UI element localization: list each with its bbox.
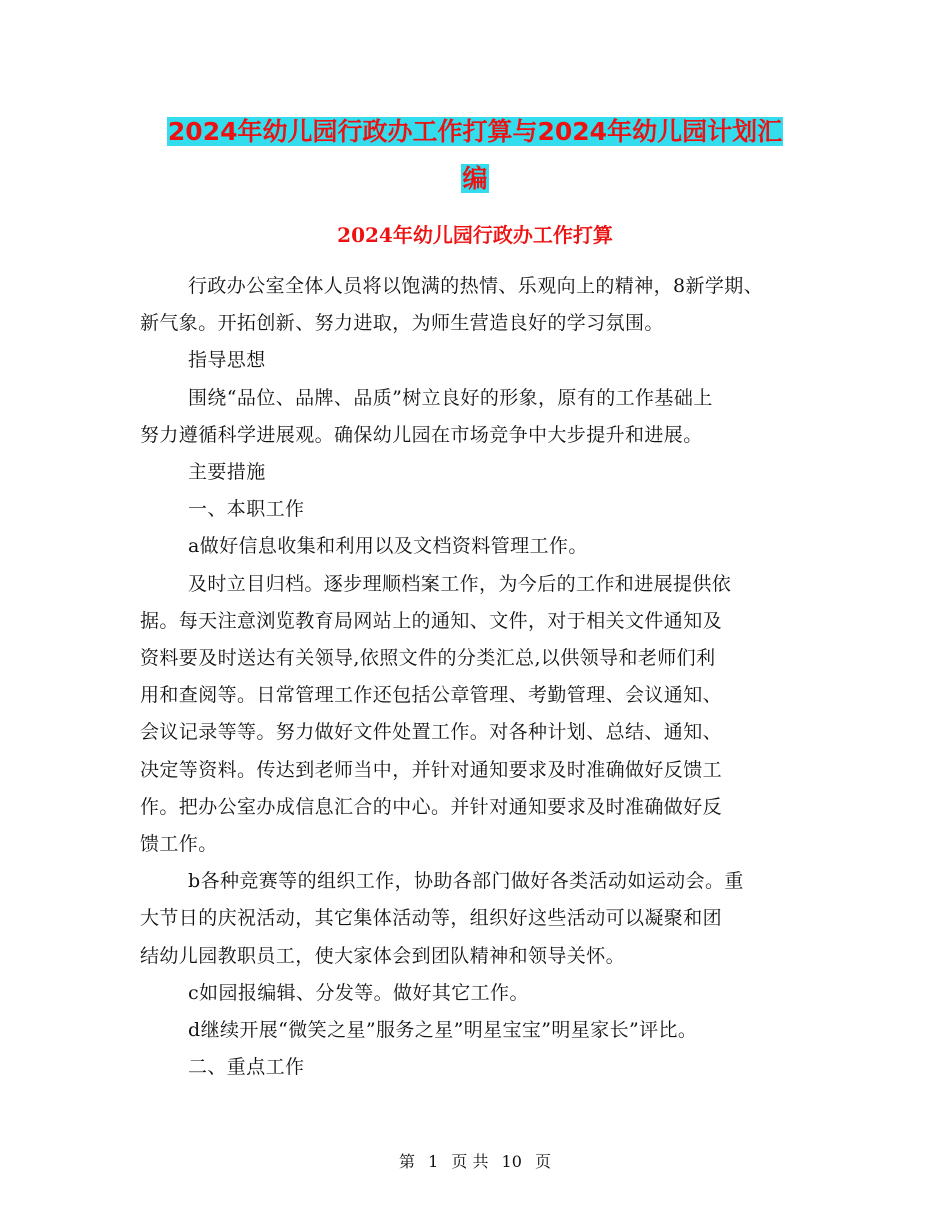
section-title: 2024年幼儿园行政办工作打算 xyxy=(337,223,613,247)
body-line: 行政办公室全体人员将以饱满的热情、乐观向上的精神，8新学期、 xyxy=(188,275,764,297)
body-line: 决定等资料。传达到老师当中，并针对通知要求及时准确做好反馈工 xyxy=(140,758,723,781)
footer-suffix: 页 xyxy=(535,1152,552,1171)
body-line: 一、本职工作 xyxy=(188,498,305,521)
body-line: 用和查阅等。日常管理工作还包括公章管理、考勤管理、会议通知、 xyxy=(140,684,723,707)
body-line: 作。把办公室办成信息汇合的中心。并针对通知要求及时准确做好反 xyxy=(140,795,723,818)
body-line: 结幼儿园教职员工，使大家体会到团队精神和领导关怀。 xyxy=(140,944,626,967)
body-line: 据。每天注意浏览教育局网站上的通知、文件，对于相关文件通知及 xyxy=(140,609,723,632)
body-line: 指导思想 xyxy=(188,349,266,372)
body-line: c如园报编辑、分发等。做好其它工作。 xyxy=(188,981,529,1004)
body-line: 二、重点工作 xyxy=(188,1056,305,1079)
body-line: 围绕“品位、品牌、品质”树立良好的形象，原有的工作基础上 xyxy=(188,386,713,409)
footer-page-number: 1 xyxy=(428,1152,439,1171)
page-footer xyxy=(0,1150,950,1174)
footer-total-pages: 10 xyxy=(501,1152,522,1171)
body-line: 大节日的庆祝活动，其它集体活动等，组织好这些活动可以凝聚和团 xyxy=(140,907,723,930)
document-title xyxy=(140,108,810,202)
body-line: 资料要及时送达有关领导,依照文件的分类汇总,以供领导和老师们利 xyxy=(140,647,716,670)
document-title-line-2: 编 xyxy=(462,164,488,193)
body-line: 努力遵循科学进展观。确保幼儿园在市场竞争中大步提升和进展。 xyxy=(140,423,703,446)
body-line: d继续开展“微笑之星”服务之星”明星宝宝”明星家长”评比。 xyxy=(188,1019,698,1042)
body-line: 及时立目归档。逐步理顺档案工作，为今后的工作和进展提供依 xyxy=(188,572,732,595)
footer-middle: 页 共 xyxy=(451,1152,489,1171)
footer-prefix: 第 xyxy=(398,1152,415,1171)
body-line: 馈工作。 xyxy=(140,833,218,856)
body-line: b各种竞赛等的组织工作，协助各部门做好各类活动如运动会。重 xyxy=(188,870,744,893)
body-line: 会议记录等等。努力做好文件处置工作。对各种计划、总结、通知、 xyxy=(140,721,723,744)
body-line: 主要措施 xyxy=(188,461,266,484)
document-title-line-1: 2024年幼儿园行政办工作打算与2024年幼儿园计划汇 xyxy=(167,117,783,146)
document-body xyxy=(140,268,810,1086)
body-line: 新气象。开拓创新、努力进取，为师生营造良好的学习氛围。 xyxy=(140,312,664,335)
body-line: a做好信息收集和利用以及文档资料管理工作。 xyxy=(188,535,588,558)
